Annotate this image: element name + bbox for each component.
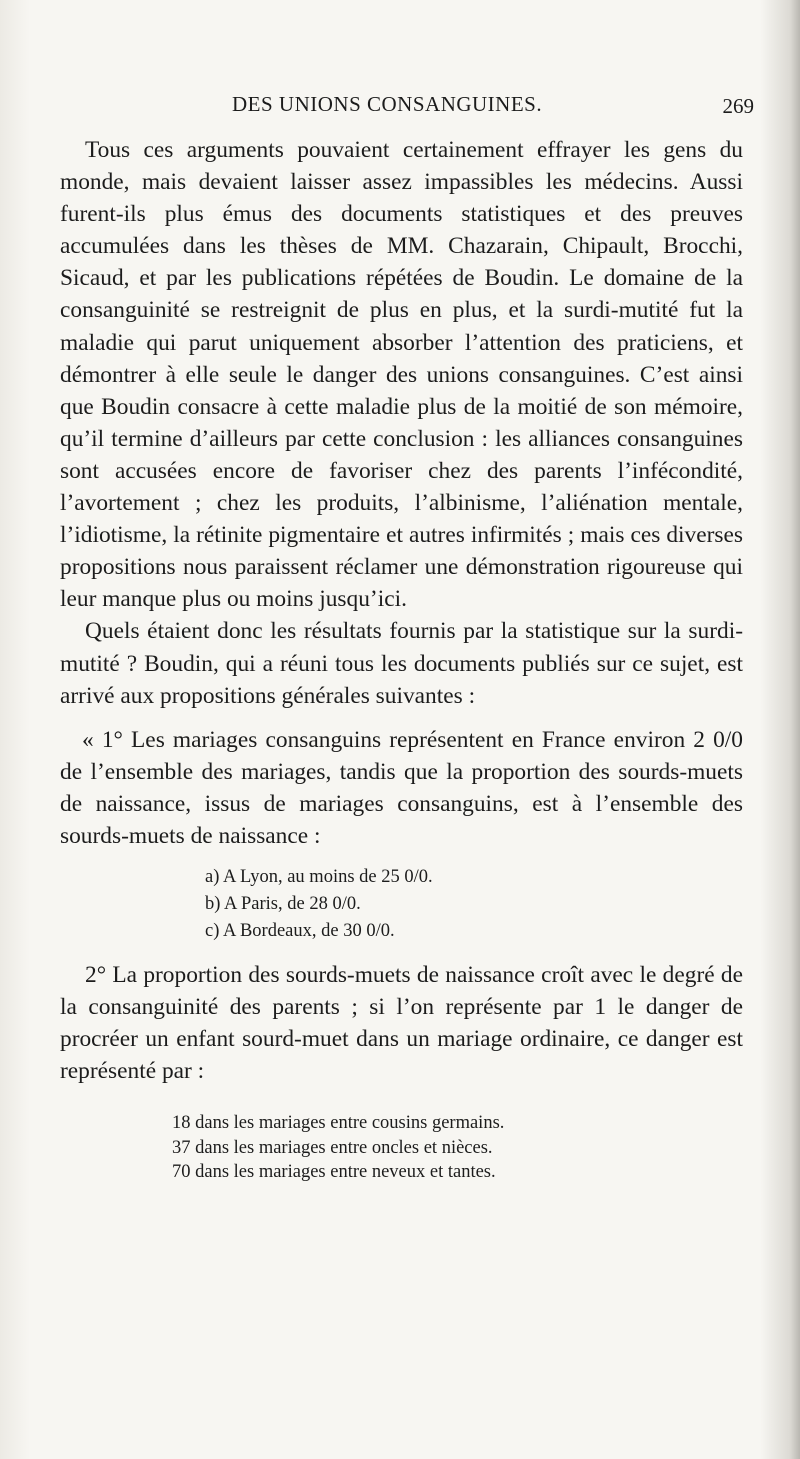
danger-list <box>172 1111 743 1185</box>
page-number: 269 <box>722 94 754 118</box>
body-text <box>60 134 743 1185</box>
city-list <box>205 864 743 945</box>
paragraph-statistics-question: Quels étaient donc les résultats fournis par la statistique sur la surdi-mutité ? Boudin, qui a réuni tous les documents publiés sur ce sujet, est arrivé aux propositions générales suivantes : <box>60 618 743 709</box>
list-item: c) A Bordeaux, de 30 0/0. <box>205 921 395 942</box>
list-item: 37 dans les mariages entre oncles et nièces. <box>172 1137 493 1158</box>
list-item: b) A Paris, de 28 0/0. <box>205 894 361 915</box>
running-head: DES UNIONS CONSANGUINES. <box>232 92 543 116</box>
page-header <box>60 92 760 124</box>
list-item: 70 dans les mariages entre neveux et tantes. <box>172 1162 496 1183</box>
paragraph-arguments: Tous ces arguments pouvaient certainement effrayer les gens du monde, mais devaient laisser assez impassibles les médecins. Aussi furent-ils plus émus des documents statistiques et des preuves accumulées dans les thèses de MM. Chazarain, Chipault, Brocchi, Sicaud, et par les publications répétées de Boudin. Le domaine de la consanguinité se restreignit de plus en plus, et la surdi-mutité fut la maladie qui parut uniquement absorber l’attention des praticiens, et démontrer à elle seule le danger des unions consanguines. C’est ainsi que Boudin consacre à cette maladie plus de la moitié de son mémoire, qu’il termine d’ailleurs par cette conclusion : les alliances consanguines sont accusées encore de favoriser chez des parents l’infécondité, l’avortement ; chez les produits, l’albinisme, l’aliénation mentale, l’idiotisme, la rétinite pigmentaire et autres infirmités ; mais ces diverses propositions nous paraissent réclamer une démonstration rigoureuse qui leur manque plus ou moins jusqu’ici. <box>60 137 743 613</box>
proposition-2: 2° La proportion des sourds-muets de naissance croît avec le degré de la consanguinité des parents ; si l’on représente par 1 le danger de procréer un enfant sourd-muet dans un mariage ordinaire, ce danger est représenté par : <box>60 962 743 1085</box>
proposition-1: « 1° Les mariages consanguins représentent en France environ 2 0/0 de l’ensemble des mariages, tandis que la proportion des sourds-muets de naissance, issus de mariages consanguins, est à l’ensemble des sourds-muets de naissance : <box>60 726 743 849</box>
list-item: 18 dans les mariages entre cousins germains. <box>172 1113 505 1134</box>
list-item: a) A Lyon, au moins de 25 0/0. <box>205 867 433 888</box>
